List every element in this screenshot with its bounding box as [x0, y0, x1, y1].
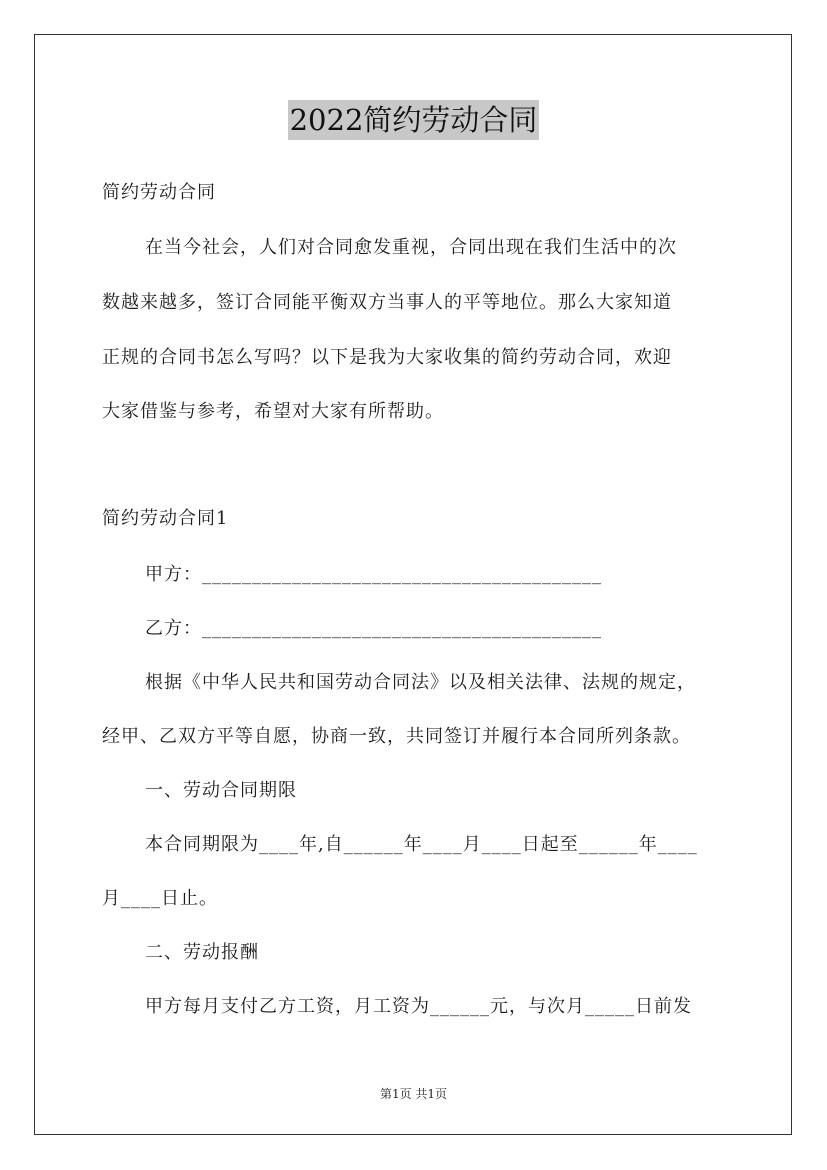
document-heading: 简约劳动合同: [102, 182, 216, 203]
clause-text-line: 月____日止。: [102, 888, 218, 909]
intro-line: 在当今社会，人们对合同愈发重视，合同出现在我们生活中的次: [145, 237, 677, 258]
basis-line: 经甲、乙双方平等自愿，协商一致，共同签订并履行本合同所列条款。: [102, 726, 691, 747]
document-title: [0, 100, 827, 140]
clause-heading: 一、劳动合同期限: [145, 780, 297, 801]
party-b-field: 乙方：________________________________________: [145, 618, 602, 639]
intro-line: 数越来越多，签订合同能平衡双方当事人的平等地位。那么大家知道: [102, 292, 672, 313]
clause-heading: 二、劳动报酬: [145, 942, 259, 963]
page-footer: 第1页 共1页: [379, 1087, 448, 1101]
party-a-field: 甲方：________________________________________: [145, 564, 602, 585]
clause-text-line: 甲方每月支付乙方工资，月工资为______元，与次月_____日前发: [145, 996, 692, 1017]
document-title-text: 2022简约劳动合同: [288, 100, 540, 140]
intro-line: 正规的合同书怎么写吗？以下是我为大家收集的简约劳动合同，欢迎: [102, 347, 672, 368]
section-heading: 简约劳动合同1: [102, 508, 229, 529]
basis-line: 根据《中华人民共和国劳动合同法》以及相关法律、法规的规定，: [145, 672, 696, 693]
intro-line: 大家借鉴与参考，希望对大家有所帮助。: [102, 401, 444, 422]
clause-text-line: 本合同期限为____年,自______年____月____日起至______年____: [145, 834, 698, 855]
